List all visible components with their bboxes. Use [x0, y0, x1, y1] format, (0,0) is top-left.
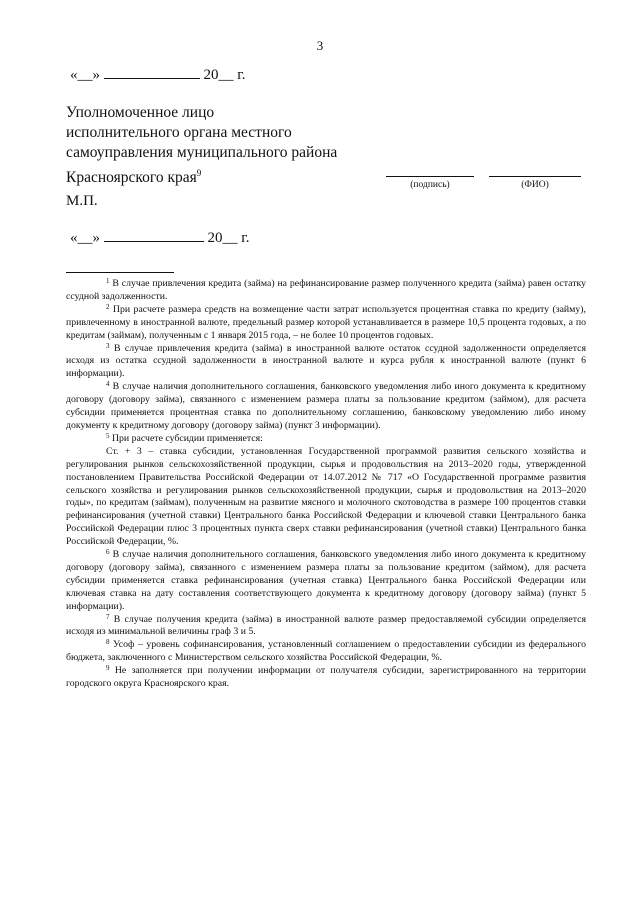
date-year-prefix: 20 [207, 230, 223, 246]
footnote-5-continuation: Ст. + 3 – ставка субсидии, установленная Государственной программой развития сельского хозяйства и регулирования рынков сельскохозяйственной продукции, сырья и продовольствия на 2013–2020 годы, утвержденной постановлением Правительства Российской Федерации от 14.07.2012 № 717 «О Государственной программе развития сельского хозяйства и регулирования рынков сельскохозяйственной продукции, сырья и продовольствия на 2013–2020 годы», по кредитам (займам), полученным на развитие мясного и молочного скотоводства в размере 100 процентов ставки рефинансирования (учетной ставки) Центрального банка Российской Федерации и ключевой ставки Центрального банка Российской Федерации плюс 3 процентных пункта сверх ставки рефинансирования (учетной ставки) Центрального банка Российской Федерации, %. [66, 445, 586, 548]
date-year-suffix: __ г. [218, 67, 246, 83]
footnotes [66, 278, 586, 691]
official-line-2: исполнительного органа местного [66, 124, 292, 141]
stamp-label: М.П. [66, 193, 98, 209]
date-month-blank [104, 66, 200, 79]
official-line-4: Красноярского края$^9$ [66, 168, 202, 187]
date-year-suffix: __ г. [222, 230, 250, 246]
footnote-1: $^1$ В случае привлечения кредита (займа) на рефинансирование размер полученного кредита (займа) равен остатку ссудной задолженности. [66, 277, 587, 302]
official-line-3: самоуправления муниципального района [66, 144, 338, 161]
date-line-top [70, 66, 245, 84]
signature-caption: (подпись) [410, 180, 450, 190]
date-year-prefix: 20 [203, 67, 219, 83]
name-line [489, 176, 581, 177]
footnote-7: $^7$ В случае получения кредита (займа) в иностранной валюте размер предоставляемой субсидии определяется исходя из минимальной величины граф 3 и 5. [66, 612, 587, 638]
date-day-blank: «__» [70, 230, 100, 246]
official-title [66, 103, 337, 188]
date-month-blank [104, 229, 204, 242]
date-line-bottom [70, 229, 249, 247]
signature-line [386, 176, 474, 177]
footnote-4: $^4$ В случае наличия дополнительного соглашения, банковского уведомления либо иного документа к кредитному договору (договору займа), связанного с изменением размера платы за пользование кредитом (займом), для расчета субсидии применяется процентная ставка по дополнительному соглашению, банковскому уведомлению либо иному документу к кредитному договору (договору займа) (пункт 3 информации). [66, 380, 587, 431]
footnote-8: $^8$ Усоф – уровень софинансирования, установленный соглашением о предоставлении субсидии из федерального бюджета, заключенного с Министерством сельского хозяйства Российской Федерации, %. [66, 638, 586, 664]
footnote-3: $^3$ В случае привлечения кредита (займа) в иностранной валюте остаток ссудной задолженности определяется исходя из остатка ссудной задолженности в иностранной валюте и курса рубля к иностранной валюте (пункт 6 информации). [66, 341, 587, 380]
date-day-blank: «__» [70, 67, 100, 83]
footnote-separator [66, 272, 174, 273]
footnote-5: $^5$ При расчете субсидии применяется: [106, 431, 263, 444]
page-number: 3 [316, 38, 324, 53]
name-caption: (ФИО) [521, 180, 549, 190]
footnote-2: $^2$ При расчете размера средств на возмещение части затрат используется процентная ставка по кредиту (займу), привлеченному в иностранной валюте, предельный размер которой устанавливается в размере 10,5 процента годовых, а по кредитам (займам), полученным с 1 января 2015 года, – не более 10 процентов годовых. [66, 302, 586, 341]
footnote-9: $^9$ Не заполняется при получении информации от получателя субсидии, зарегистрированного на территории городского округа Красноярского края. [66, 664, 587, 690]
footnote-6: $^6$ В случае наличия дополнительного соглашения, банковского уведомления либо иного документа к кредитному договору (договору займа), связанного с изменением размера платы за пользование кредитом (займом), для расчета субсидии применяется ставка рефинансирования (учетная ставка) Центрального банка Российской Федерации или ключевая ставка на дату составления соответствующего документа к кредитному договору (договору займа) (пункт 5 информации). [66, 548, 587, 612]
official-line-1: Уполномоченное лицо [66, 104, 215, 121]
official-footnote-mark: 9 [196, 168, 202, 178]
